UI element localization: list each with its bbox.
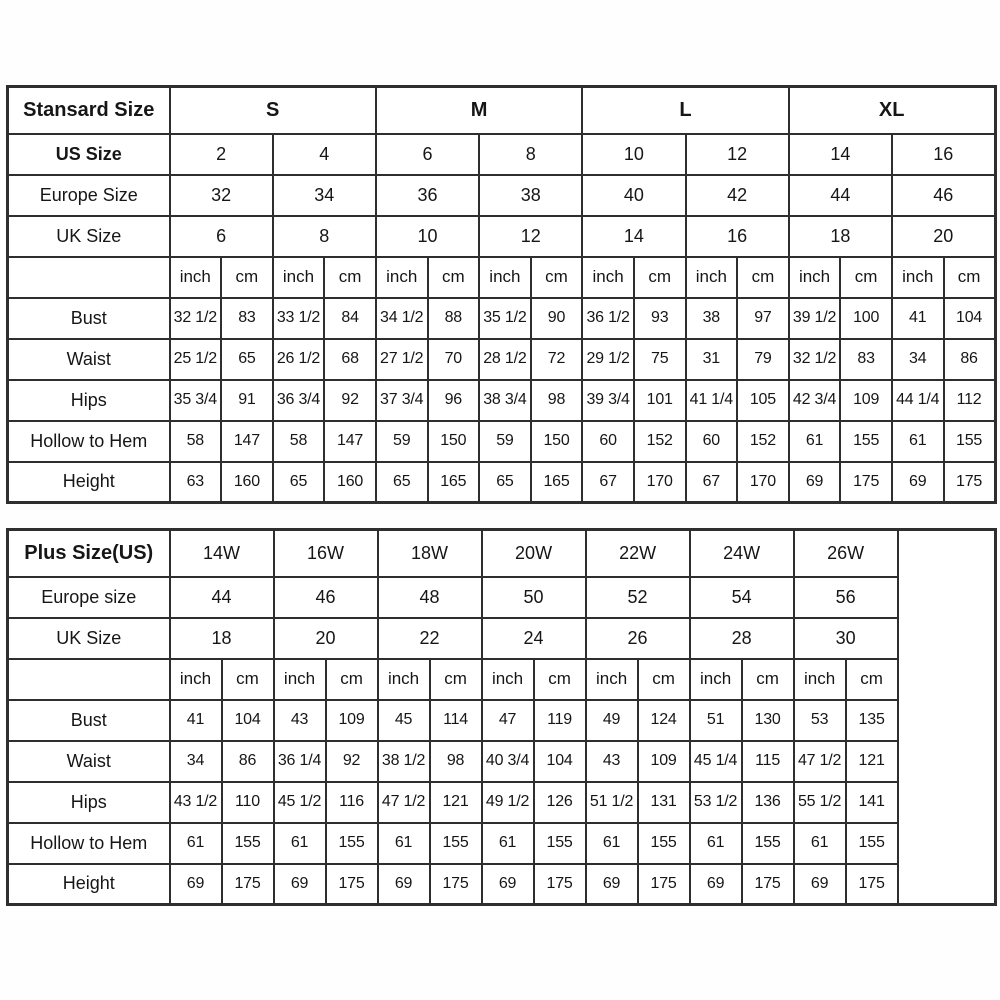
standard-size-table — [6, 85, 997, 504]
measurement-value-cell: 36 3/4 — [273, 380, 325, 421]
size-value-cell: 14 — [582, 216, 685, 257]
measurement-value-cell: 135 — [846, 700, 898, 741]
measurement-value-cell: 39 3/4 — [582, 380, 634, 421]
measurement-value-cell: 61 — [482, 823, 534, 864]
measurement-value-cell: 150 — [428, 421, 480, 462]
size-group-header: 26W — [794, 530, 898, 577]
size-value-cell: 52 — [586, 577, 690, 618]
measurement-value-cell: 41 — [170, 700, 222, 741]
measurement-value-cell: 63 — [170, 462, 222, 503]
measurement-value-cell: 90 — [531, 298, 583, 339]
size-value-cell: 26 — [586, 618, 690, 659]
measurement-value-cell: 61 — [794, 823, 846, 864]
measurement-row — [8, 741, 996, 782]
row-label: Europe Size — [8, 175, 170, 216]
cm-unit-header: cm — [222, 659, 274, 700]
measurement-value-cell: 150 — [531, 421, 583, 462]
measurement-value-cell: 69 — [690, 864, 742, 905]
measurement-value-cell: 175 — [944, 462, 996, 503]
inch-unit-header: inch — [482, 659, 534, 700]
measurement-value-cell: 97 — [737, 298, 789, 339]
measurement-value-cell: 61 — [378, 823, 430, 864]
measurement-value-cell: 109 — [638, 741, 690, 782]
measurement-label: Height — [8, 864, 170, 905]
measurement-value-cell: 155 — [742, 823, 794, 864]
size-value-cell: 46 — [274, 577, 378, 618]
measurement-value-cell: 165 — [428, 462, 480, 503]
measurement-value-cell: 101 — [634, 380, 686, 421]
measurement-value-cell: 83 — [221, 298, 273, 339]
empty-spacer-cell — [898, 530, 996, 905]
measurement-value-cell: 175 — [638, 864, 690, 905]
measurement-value-cell: 110 — [222, 782, 274, 823]
measurement-value-cell: 60 — [582, 421, 634, 462]
measurement-value-cell: 91 — [221, 380, 273, 421]
measurement-value-cell: 147 — [324, 421, 376, 462]
measurement-value-cell: 155 — [222, 823, 274, 864]
measurement-value-cell: 25 1/2 — [170, 339, 222, 380]
unit-header-row — [8, 659, 996, 700]
measurement-value-cell: 131 — [638, 782, 690, 823]
cm-unit-header: cm — [221, 257, 273, 298]
size-group-header: L — [582, 87, 788, 134]
measurement-value-cell: 53 1/2 — [690, 782, 742, 823]
corner-label: Stansard Size — [8, 87, 170, 134]
measurement-value-cell: 112 — [944, 380, 996, 421]
measurement-value-cell: 155 — [944, 421, 996, 462]
inch-unit-header: inch — [274, 659, 326, 700]
row-label: Europe size — [8, 577, 170, 618]
size-value-cell: 44 — [789, 175, 892, 216]
measurement-value-cell: 104 — [534, 741, 586, 782]
measurement-value-cell: 61 — [690, 823, 742, 864]
measurement-value-cell: 55 1/2 — [794, 782, 846, 823]
plus-table-body — [8, 530, 996, 905]
measurement-value-cell: 41 — [892, 298, 944, 339]
measurement-value-cell: 88 — [428, 298, 480, 339]
measurement-row — [8, 380, 996, 421]
unit-header-row — [8, 257, 996, 298]
measurement-value-cell: 124 — [638, 700, 690, 741]
measurement-value-cell: 93 — [634, 298, 686, 339]
measurement-value-cell: 170 — [737, 462, 789, 503]
measurement-value-cell: 65 — [273, 462, 325, 503]
measurement-label: Waist — [8, 339, 170, 380]
measurement-value-cell: 84 — [324, 298, 376, 339]
measurement-value-cell: 33 1/2 — [273, 298, 325, 339]
measurement-value-cell: 49 1/2 — [482, 782, 534, 823]
measurement-value-cell: 86 — [222, 741, 274, 782]
size-group-header: M — [376, 87, 582, 134]
measurement-value-cell: 175 — [326, 864, 378, 905]
unit-row-corner — [8, 257, 170, 298]
size-conversion-row — [8, 175, 996, 216]
measurement-value-cell: 165 — [531, 462, 583, 503]
inch-unit-header: inch — [479, 257, 531, 298]
measurement-row — [8, 421, 996, 462]
measurement-value-cell: 155 — [846, 823, 898, 864]
measurement-value-cell: 45 1/2 — [274, 782, 326, 823]
inch-unit-header: inch — [170, 659, 222, 700]
size-value-cell: 44 — [170, 577, 274, 618]
inch-unit-header: inch — [794, 659, 846, 700]
measurement-value-cell: 65 — [376, 462, 428, 503]
inch-unit-header: inch — [582, 257, 634, 298]
measurement-value-cell: 35 3/4 — [170, 380, 222, 421]
cm-unit-header: cm — [737, 257, 789, 298]
measurement-row — [8, 339, 996, 380]
measurement-value-cell: 36 1/4 — [274, 741, 326, 782]
size-group-header: S — [170, 87, 376, 134]
row-label: UK Size — [8, 618, 170, 659]
corner-label: Plus Size(US) — [8, 530, 170, 577]
measurement-value-cell: 35 1/2 — [479, 298, 531, 339]
measurement-value-cell: 43 — [274, 700, 326, 741]
measurement-label: Waist — [8, 741, 170, 782]
size-value-cell: 20 — [892, 216, 995, 257]
measurement-label: Hollow to Hem — [8, 421, 170, 462]
measurement-value-cell: 100 — [840, 298, 892, 339]
measurement-value-cell: 53 — [794, 700, 846, 741]
size-value-cell: 22 — [378, 618, 482, 659]
row-label: US Size — [8, 134, 170, 175]
measurement-value-cell: 61 — [170, 823, 222, 864]
measurement-value-cell: 61 — [586, 823, 638, 864]
measurement-value-cell: 69 — [586, 864, 638, 905]
measurement-value-cell: 136 — [742, 782, 794, 823]
measurement-value-cell: 116 — [326, 782, 378, 823]
unit-row-corner — [8, 659, 170, 700]
measurement-value-cell: 47 1/2 — [378, 782, 430, 823]
cm-unit-header: cm — [742, 659, 794, 700]
measurement-value-cell: 155 — [840, 421, 892, 462]
measurement-value-cell: 152 — [737, 421, 789, 462]
size-value-cell: 24 — [482, 618, 586, 659]
measurement-value-cell: 28 1/2 — [479, 339, 531, 380]
measurement-value-cell: 114 — [430, 700, 482, 741]
measurement-value-cell: 109 — [840, 380, 892, 421]
measurement-value-cell: 61 — [892, 421, 944, 462]
plus-size-table — [6, 528, 997, 906]
measurement-label: Height — [8, 462, 170, 503]
size-value-cell: 40 — [582, 175, 685, 216]
cm-unit-header: cm — [634, 257, 686, 298]
measurement-value-cell: 58 — [170, 421, 222, 462]
cm-unit-header: cm — [428, 257, 480, 298]
measurement-label: Bust — [8, 700, 170, 741]
size-value-cell: 38 — [479, 175, 582, 216]
cm-unit-header: cm — [638, 659, 690, 700]
measurement-value-cell: 105 — [737, 380, 789, 421]
measurement-value-cell: 175 — [846, 864, 898, 905]
size-value-cell: 8 — [273, 216, 376, 257]
measurement-value-cell: 27 1/2 — [376, 339, 428, 380]
measurement-value-cell: 104 — [944, 298, 996, 339]
measurement-label: Hips — [8, 782, 170, 823]
cm-unit-header: cm — [534, 659, 586, 700]
measurement-value-cell: 32 1/2 — [789, 339, 841, 380]
size-value-cell: 46 — [892, 175, 995, 216]
measurement-value-cell: 175 — [840, 462, 892, 503]
size-value-cell: 50 — [482, 577, 586, 618]
measurement-value-cell: 51 1/2 — [586, 782, 638, 823]
size-group-header: 22W — [586, 530, 690, 577]
measurement-value-cell: 69 — [378, 864, 430, 905]
measurement-value-cell: 61 — [274, 823, 326, 864]
size-conversion-row — [8, 618, 996, 659]
inch-unit-header: inch — [170, 257, 222, 298]
measurement-value-cell: 152 — [634, 421, 686, 462]
measurement-value-cell: 79 — [737, 339, 789, 380]
measurement-label: Bust — [8, 298, 170, 339]
size-value-cell: 54 — [690, 577, 794, 618]
measurement-row — [8, 864, 996, 905]
size-group-header-row — [8, 87, 996, 134]
measurement-value-cell: 170 — [634, 462, 686, 503]
measurement-label: Hips — [8, 380, 170, 421]
size-group-header-row — [8, 530, 996, 577]
measurement-value-cell: 68 — [324, 339, 376, 380]
size-value-cell: 6 — [376, 134, 479, 175]
size-value-cell: 42 — [686, 175, 789, 216]
measurement-row — [8, 298, 996, 339]
measurement-value-cell: 119 — [534, 700, 586, 741]
measurement-value-cell: 83 — [840, 339, 892, 380]
measurement-value-cell: 40 3/4 — [482, 741, 534, 782]
measurement-label: Hollow to Hem — [8, 823, 170, 864]
measurement-value-cell: 70 — [428, 339, 480, 380]
size-value-cell: 18 — [789, 216, 892, 257]
measurement-value-cell: 92 — [324, 380, 376, 421]
measurement-value-cell: 155 — [534, 823, 586, 864]
size-value-cell: 4 — [273, 134, 376, 175]
measurement-value-cell: 121 — [430, 782, 482, 823]
measurement-value-cell: 109 — [326, 700, 378, 741]
measurement-value-cell: 115 — [742, 741, 794, 782]
measurement-value-cell: 67 — [686, 462, 738, 503]
size-value-cell: 10 — [376, 216, 479, 257]
inch-unit-header: inch — [892, 257, 944, 298]
measurement-value-cell: 39 1/2 — [789, 298, 841, 339]
measurement-value-cell: 160 — [221, 462, 273, 503]
inch-unit-header: inch — [690, 659, 742, 700]
measurement-value-cell: 47 — [482, 700, 534, 741]
measurement-value-cell: 147 — [221, 421, 273, 462]
size-value-cell: 30 — [794, 618, 898, 659]
measurement-value-cell: 69 — [170, 864, 222, 905]
measurement-value-cell: 43 — [586, 741, 638, 782]
inch-unit-header: inch — [586, 659, 638, 700]
standard-table-body — [8, 87, 996, 503]
measurement-value-cell: 36 1/2 — [582, 298, 634, 339]
size-group-header: 18W — [378, 530, 482, 577]
measurement-row — [8, 462, 996, 503]
row-label: UK Size — [8, 216, 170, 257]
size-value-cell: 18 — [170, 618, 274, 659]
cm-unit-header: cm — [324, 257, 376, 298]
size-value-cell: 28 — [690, 618, 794, 659]
size-value-cell: 56 — [794, 577, 898, 618]
cm-unit-header: cm — [430, 659, 482, 700]
size-value-cell: 12 — [479, 216, 582, 257]
measurement-value-cell: 175 — [222, 864, 274, 905]
measurement-value-cell: 72 — [531, 339, 583, 380]
cm-unit-header: cm — [840, 257, 892, 298]
measurement-value-cell: 175 — [430, 864, 482, 905]
size-group-header: 16W — [274, 530, 378, 577]
size-value-cell: 32 — [170, 175, 273, 216]
measurement-value-cell: 155 — [430, 823, 482, 864]
measurement-row — [8, 700, 996, 741]
measurement-value-cell: 65 — [221, 339, 273, 380]
inch-unit-header: inch — [273, 257, 325, 298]
measurement-value-cell: 45 — [378, 700, 430, 741]
size-value-cell: 10 — [582, 134, 685, 175]
cm-unit-header: cm — [326, 659, 378, 700]
inch-unit-header: inch — [378, 659, 430, 700]
cm-unit-header: cm — [531, 257, 583, 298]
measurement-value-cell: 61 — [789, 421, 841, 462]
inch-unit-header: inch — [789, 257, 841, 298]
measurement-value-cell: 37 3/4 — [376, 380, 428, 421]
measurement-value-cell: 41 1/4 — [686, 380, 738, 421]
size-value-cell: 16 — [686, 216, 789, 257]
measurement-value-cell: 121 — [846, 741, 898, 782]
measurement-value-cell: 141 — [846, 782, 898, 823]
measurement-value-cell: 69 — [794, 864, 846, 905]
measurement-value-cell: 45 1/4 — [690, 741, 742, 782]
size-value-cell: 48 — [378, 577, 482, 618]
measurement-value-cell: 175 — [534, 864, 586, 905]
size-value-cell: 12 — [686, 134, 789, 175]
measurement-value-cell: 126 — [534, 782, 586, 823]
measurement-value-cell: 98 — [430, 741, 482, 782]
measurement-value-cell: 69 — [892, 462, 944, 503]
size-value-cell: 2 — [170, 134, 273, 175]
measurement-value-cell: 155 — [326, 823, 378, 864]
measurement-value-cell: 59 — [376, 421, 428, 462]
measurement-row — [8, 823, 996, 864]
measurement-value-cell: 34 — [892, 339, 944, 380]
measurement-value-cell: 31 — [686, 339, 738, 380]
measurement-value-cell: 98 — [531, 380, 583, 421]
measurement-value-cell: 92 — [326, 741, 378, 782]
measurement-value-cell: 42 3/4 — [789, 380, 841, 421]
measurement-value-cell: 130 — [742, 700, 794, 741]
measurement-value-cell: 175 — [742, 864, 794, 905]
size-group-header: 24W — [690, 530, 794, 577]
measurement-value-cell: 47 1/2 — [794, 741, 846, 782]
measurement-value-cell: 51 — [690, 700, 742, 741]
measurement-value-cell: 29 1/2 — [582, 339, 634, 380]
measurement-value-cell: 69 — [789, 462, 841, 503]
measurement-value-cell: 69 — [482, 864, 534, 905]
measurement-row — [8, 782, 996, 823]
measurement-value-cell: 32 1/2 — [170, 298, 222, 339]
measurement-value-cell: 58 — [273, 421, 325, 462]
measurement-value-cell: 38 3/4 — [479, 380, 531, 421]
size-value-cell: 36 — [376, 175, 479, 216]
inch-unit-header: inch — [686, 257, 738, 298]
measurement-value-cell: 160 — [324, 462, 376, 503]
measurement-value-cell: 60 — [686, 421, 738, 462]
size-conversion-row — [8, 577, 996, 618]
measurement-value-cell: 44 1/4 — [892, 380, 944, 421]
size-group-header: XL — [789, 87, 995, 134]
inch-unit-header: inch — [376, 257, 428, 298]
cm-unit-header: cm — [846, 659, 898, 700]
cm-unit-header: cm — [944, 257, 996, 298]
size-value-cell: 8 — [479, 134, 582, 175]
measurement-value-cell: 49 — [586, 700, 638, 741]
measurement-value-cell: 38 — [686, 298, 738, 339]
measurement-value-cell: 69 — [274, 864, 326, 905]
size-value-cell: 6 — [170, 216, 273, 257]
measurement-value-cell: 67 — [582, 462, 634, 503]
measurement-value-cell: 155 — [638, 823, 690, 864]
measurement-value-cell: 34 1/2 — [376, 298, 428, 339]
size-value-cell: 34 — [273, 175, 376, 216]
measurement-value-cell: 104 — [222, 700, 274, 741]
size-group-header: 20W — [482, 530, 586, 577]
measurement-value-cell: 96 — [428, 380, 480, 421]
size-group-header: 14W — [170, 530, 274, 577]
size-conversion-row — [8, 216, 996, 257]
measurement-value-cell: 65 — [479, 462, 531, 503]
size-value-cell: 20 — [274, 618, 378, 659]
measurement-value-cell: 34 — [170, 741, 222, 782]
measurement-value-cell: 26 1/2 — [273, 339, 325, 380]
size-conversion-row — [8, 134, 996, 175]
measurement-value-cell: 59 — [479, 421, 531, 462]
measurement-value-cell: 86 — [944, 339, 996, 380]
measurement-value-cell: 75 — [634, 339, 686, 380]
measurement-value-cell: 43 1/2 — [170, 782, 222, 823]
size-value-cell: 16 — [892, 134, 995, 175]
measurement-value-cell: 38 1/2 — [378, 741, 430, 782]
size-value-cell: 14 — [789, 134, 892, 175]
